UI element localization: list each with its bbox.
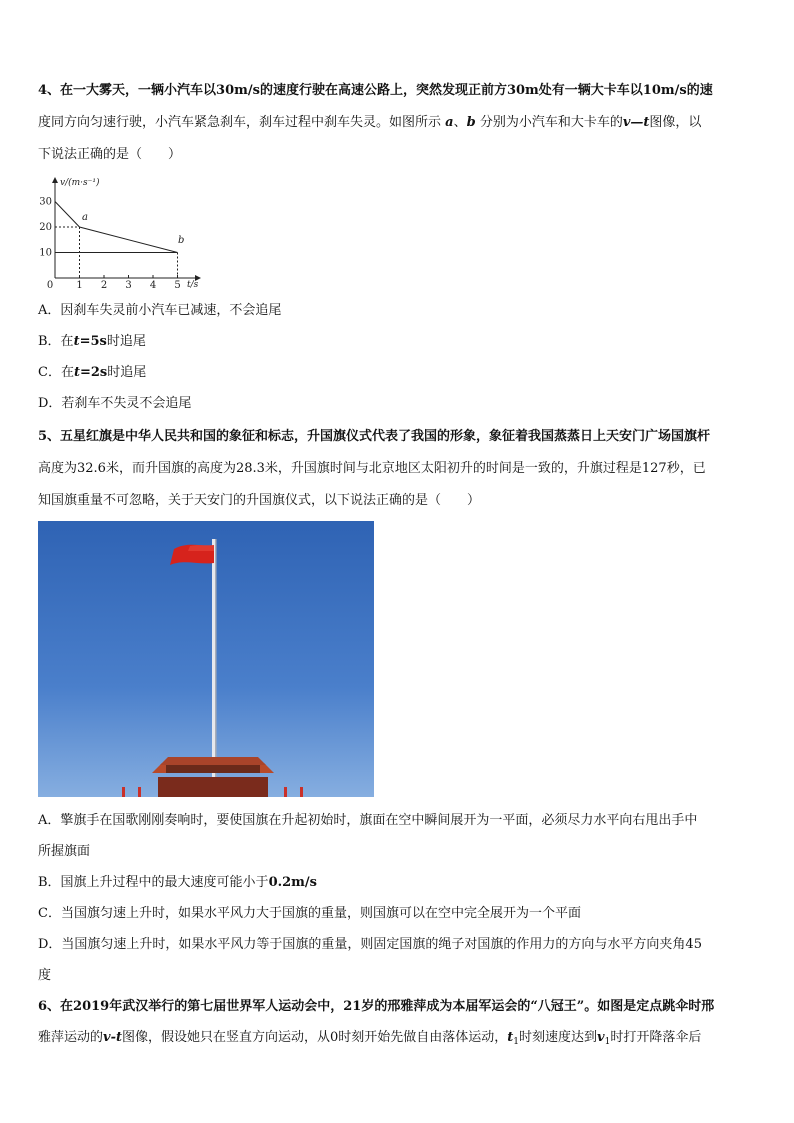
q6-line-1: 6、在2019年武汉举行的第七届世界军人运动会中，21岁的邢雅萍成为本届军运会的“八冠王”。如图是定点跳伞时邢 [38,999,715,1014]
vt-symbol: v—t [622,115,650,130]
q4-line-1: 4、在一大雾天，一辆小汽车以30m/s的速度行驶在高速公路上，突然发现正前方30m处有一辆大卡车以10m/s的速 [38,83,713,98]
q4-line-2: 度同方向匀速行驶，小汽车紧急刹车，刹车过程中刹车失灵。如图所示 a、b 分别为小汽车和大卡车的v—t图像，以 [38,115,702,130]
q5-option-a-line-1[interactable]: A．擎旗手在国歌刚刚奏响时，要使国旗在升起初始时，旗面在空中瞬间展开为一平面，必须尽力水平向右甩出手中 [38,813,698,828]
series-line-a [55,202,178,253]
q5-option-d-line-1[interactable]: D．当国旗匀速上升时，如果水平风力等于国旗的重量，则固定国旗的绳子对国旗的作用力的方向与水平方向夹角45 [38,937,702,952]
q5-line-1: 5、五星红旗是中华人民共和国的象征和标志，升国旗仪式代表了我国的形象，象征着我国蒸蒸日上天安门广场国旗杆 [38,429,711,444]
y-axis-label: v/(m·s⁻¹) [60,178,100,188]
x-tick-label: 0 [46,280,54,288]
y-tick-label: 10 [39,247,52,259]
x-tick-label: 3 [125,280,132,288]
flag-photo [38,521,374,797]
x-tick-label: 1 [76,280,83,288]
q5-option-a-line-2[interactable]: 所握旗面 [38,844,91,859]
tiananmen-flag-image [38,521,374,797]
q4-option-c[interactable]: C．在t=2s时追尾 [38,365,147,380]
q4-line-3: 下说法正确的是（ ） [38,147,182,162]
q5-option-c[interactable]: C．当国旗匀速上升时，如果水平风力大于国旗的重量，则国旗可以在空中完全展开为一个平面 [38,906,581,921]
q5-option-d-line-2[interactable]: 度 [38,968,52,983]
vt-graph [36,170,216,288]
q4-option-b[interactable]: B．在t=5s时追尾 [38,334,146,349]
q5-line-2: 高度为32.6米，而升国旗的高度为28.3米，升国旗时间与北京地区太阳初升的时间是一致的，升旗过程是127秒，已 [38,461,706,476]
y-tick-label: 30 [39,196,52,208]
x-tick-label: 2 [100,280,108,288]
q4-option-a[interactable]: A．因刹车失灵前小汽车已减速，不会追尾 [38,303,282,318]
point-label-a: a [82,212,88,223]
q4-option-d[interactable]: D．若刹车不失灵不会追尾 [38,396,192,411]
point-label-b: b [178,235,185,246]
q6-line-2: 雅萍运动的v-t图像，假设她只在竖直方向运动，从0时刻开始先做自由落体运动，$t_1$时刻速度达到$v_1$时打开降落伞后 [38,1030,702,1047]
label-a: a [445,115,454,130]
q5-line-3: 知国旗重量不可忽略，关于天安门的升国旗仪式，以下说法正确的是（ ） [38,493,481,508]
x-tick-label: 5 [174,280,181,288]
x-axis-label: t/s [187,280,199,288]
label-b: b [466,115,476,130]
y-tick-label: 20 [39,222,52,233]
q5-option-b[interactable]: B．国旗上升过程中的最大速度可能小于0.2m/s [38,875,318,890]
x-tick-label: 4 [149,280,157,288]
